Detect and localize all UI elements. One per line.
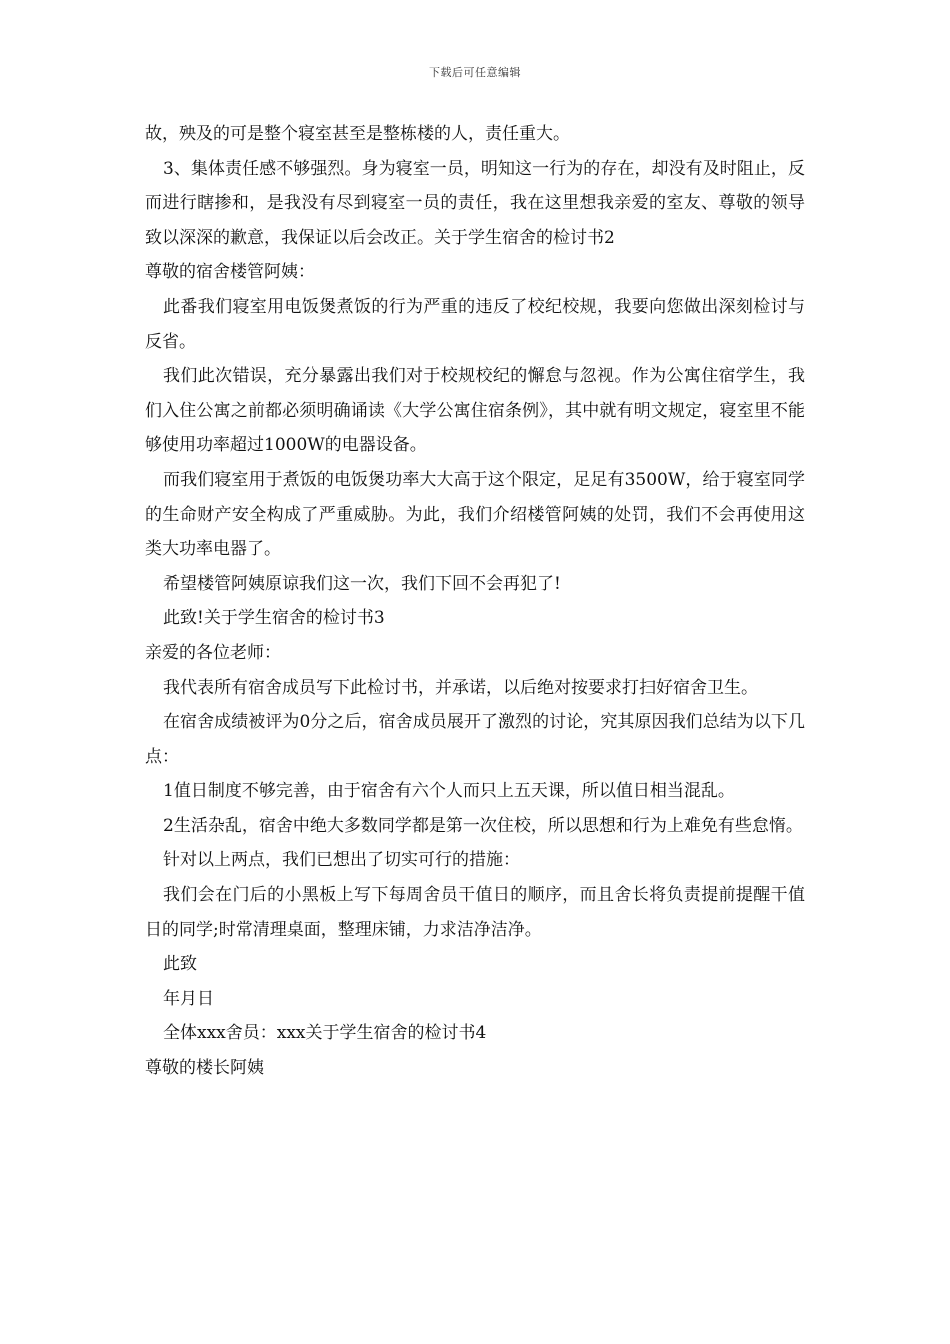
document-body [145,117,805,1086]
date-line: 年月日 [163,988,214,1009]
paragraph: 3、集体责任感不够强烈。身为寝室一员，明知这一行为的存在，却没有及时阻止，反而进行瞎掺和，是我没有尽到寝室一员的责任，我在这里想我亲爱的室友、尊敬的领导致以深深的歉意，我保证以后会改正。关于学生宿舍的检讨书2 [145,158,805,248]
salutation: 尊敬的楼长阿姨 [145,1058,264,1079]
list-item: 2生活杂乱，宿舍中绝大多数同学都是第一次住校，所以思想和行为上难免有些怠惰。 [163,815,803,836]
paragraph: 故，殃及的可是整个寝室甚至是整栋楼的人，责任重大。 [145,124,570,144]
paragraph: 在宿舍成绩被评为0分之后，宿舍成员展开了激烈的讨论，究其原因我们总结为以下几点： [145,712,805,767]
paragraph: 而我们寝室用于煮饭的电饭煲功率大大高于这个限定，足足有3500W，给于寝室同学的生命财产安全构成了严重威胁。为此，我们介绍楼管阿姨的处罚，我们不会再使用这类大功率电器了。 [145,469,805,560]
paragraph: 此致!关于学生宿舍的检讨书3 [163,608,385,629]
paragraph: 针对以上两点，我们已想出了切实可行的措施： [163,850,520,871]
salutation: 亲爱的各位老师： [145,642,281,663]
paragraph: 我代表所有宿舍成员写下此检讨书，并承诺，以后绝对按要求打扫好宿舍卫生。 [163,677,758,698]
page-header: 下载后可任意编辑 [429,66,521,79]
paragraph: 我们会在门后的小黑板上写下每周舍员干值日的顺序，而且舍长将负责提前提醒干值日的同学;时常清理桌面，整理床铺，力求洁净洁净。 [145,885,805,940]
closing: 此致 [163,954,197,975]
paragraph: 此番我们寝室用电饭煲煮饭的行为严重的违反了校纪校规，我要向您做出深刻检讨与反省。 [145,296,805,352]
list-item: 1值日制度不够完善，由于宿舍有六个人而只上五天课，所以值日相当混乱。 [163,781,735,802]
paragraph: 希望楼管阿姨原谅我们这一次，我们下回不会再犯了! [163,573,561,594]
salutation: 尊敬的宿舍楼管阿姨： [145,262,315,283]
paragraph: 我们此次错误，充分暴露出我们对于校规校纪的懈怠与忽视。作为公寓住宿学生，我们入住公寓之前都必须明确诵读《大学公寓住宿条例》，其中就有明文规定，寝室里不能够使用功率超过1000W的电器设备。 [145,366,805,456]
signature-line: 全体xxx舍员：xxx关于学生宿舍的检讨书4 [163,1023,487,1044]
